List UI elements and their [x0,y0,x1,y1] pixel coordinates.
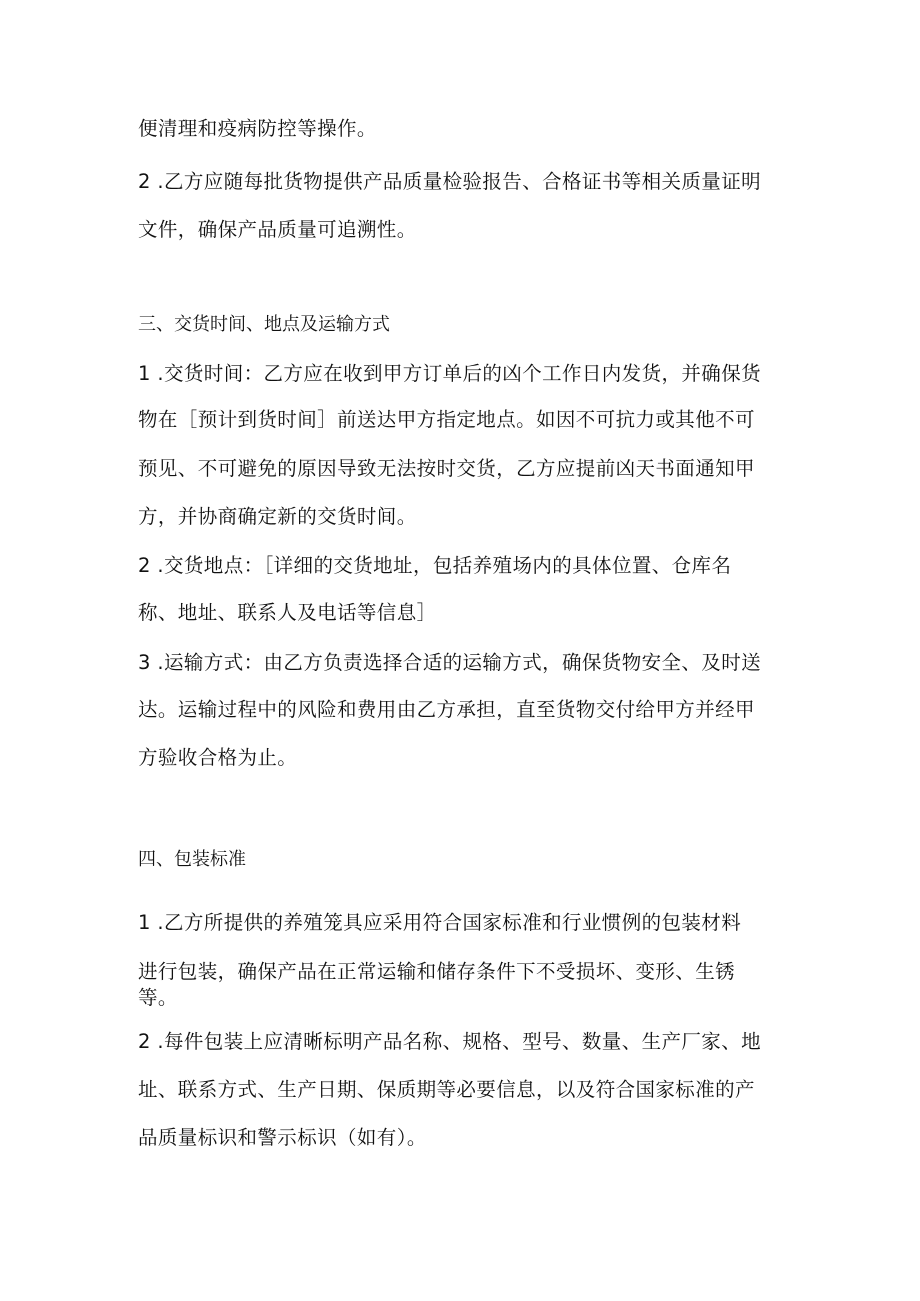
paragraph-line: 方，并协商确定新的交货时间。 [138,505,417,528]
section-heading: 四、包装标准 [138,849,246,870]
paragraph-line: 称、地址、联系人及电话等信息］ [138,601,437,624]
paragraph-line: 达。运输过程中的风险和费用由乙方承担，直至货物交付给甲方并经甲 [138,698,755,721]
paragraph-line: 2 .交货地点：［详细的交货地址，包括养殖场内的具体位置、仓库名 [138,554,732,577]
paragraph-line: 3 .运输方式：由乙方负责选择合适的运输方式，确保货物安全、及时送 [138,651,762,674]
paragraph-line: 品质量标识和警示标识（如有）。 [138,1126,427,1149]
paragraph-line: 2 .乙方应随每批货物提供产品质量检验报告、合格证书等相关质量证明 [138,170,762,193]
paragraph-line: 2 .每件包装上应清晰标明产品名称、规格、型号、数量、生产厂家、地 [138,1030,762,1053]
paragraph-line: 物在［预计到货时间］前送达甲方指定地点。如因不可抗力或其他不可 [138,408,755,431]
paragraph-line: 等。 [138,986,178,1009]
paragraph-line: 进行包装，确保产品在正常运输和储存条件下不受损坏、变形、生锈 [138,960,736,983]
paragraph-line: 预见、不可避免的原因导致无法按时交货，乙方应提前凶天书面通知甲 [138,457,755,480]
paragraph-line: 1 .乙方所提供的养殖笼具应采用符合国家标准和行业惯例的包装材料 [138,911,742,934]
paragraph-line: 便清理和疫病防控等操作。 [138,117,377,140]
paragraph-line: 文件，确保产品质量可追溯性。 [138,218,417,241]
paragraph-line: 1 .交货时间：乙方应在收到甲方订单后的凶个工作日内发货，并确保货 [138,362,762,385]
paragraph-line: 方验收合格为止。 [138,746,298,769]
paragraph-line: 址、联系方式、生产日期、保质期等必要信息，以及符合国家标准的产 [138,1078,755,1101]
section-heading: 三、交货时间、地点及运输方式 [138,314,390,335]
